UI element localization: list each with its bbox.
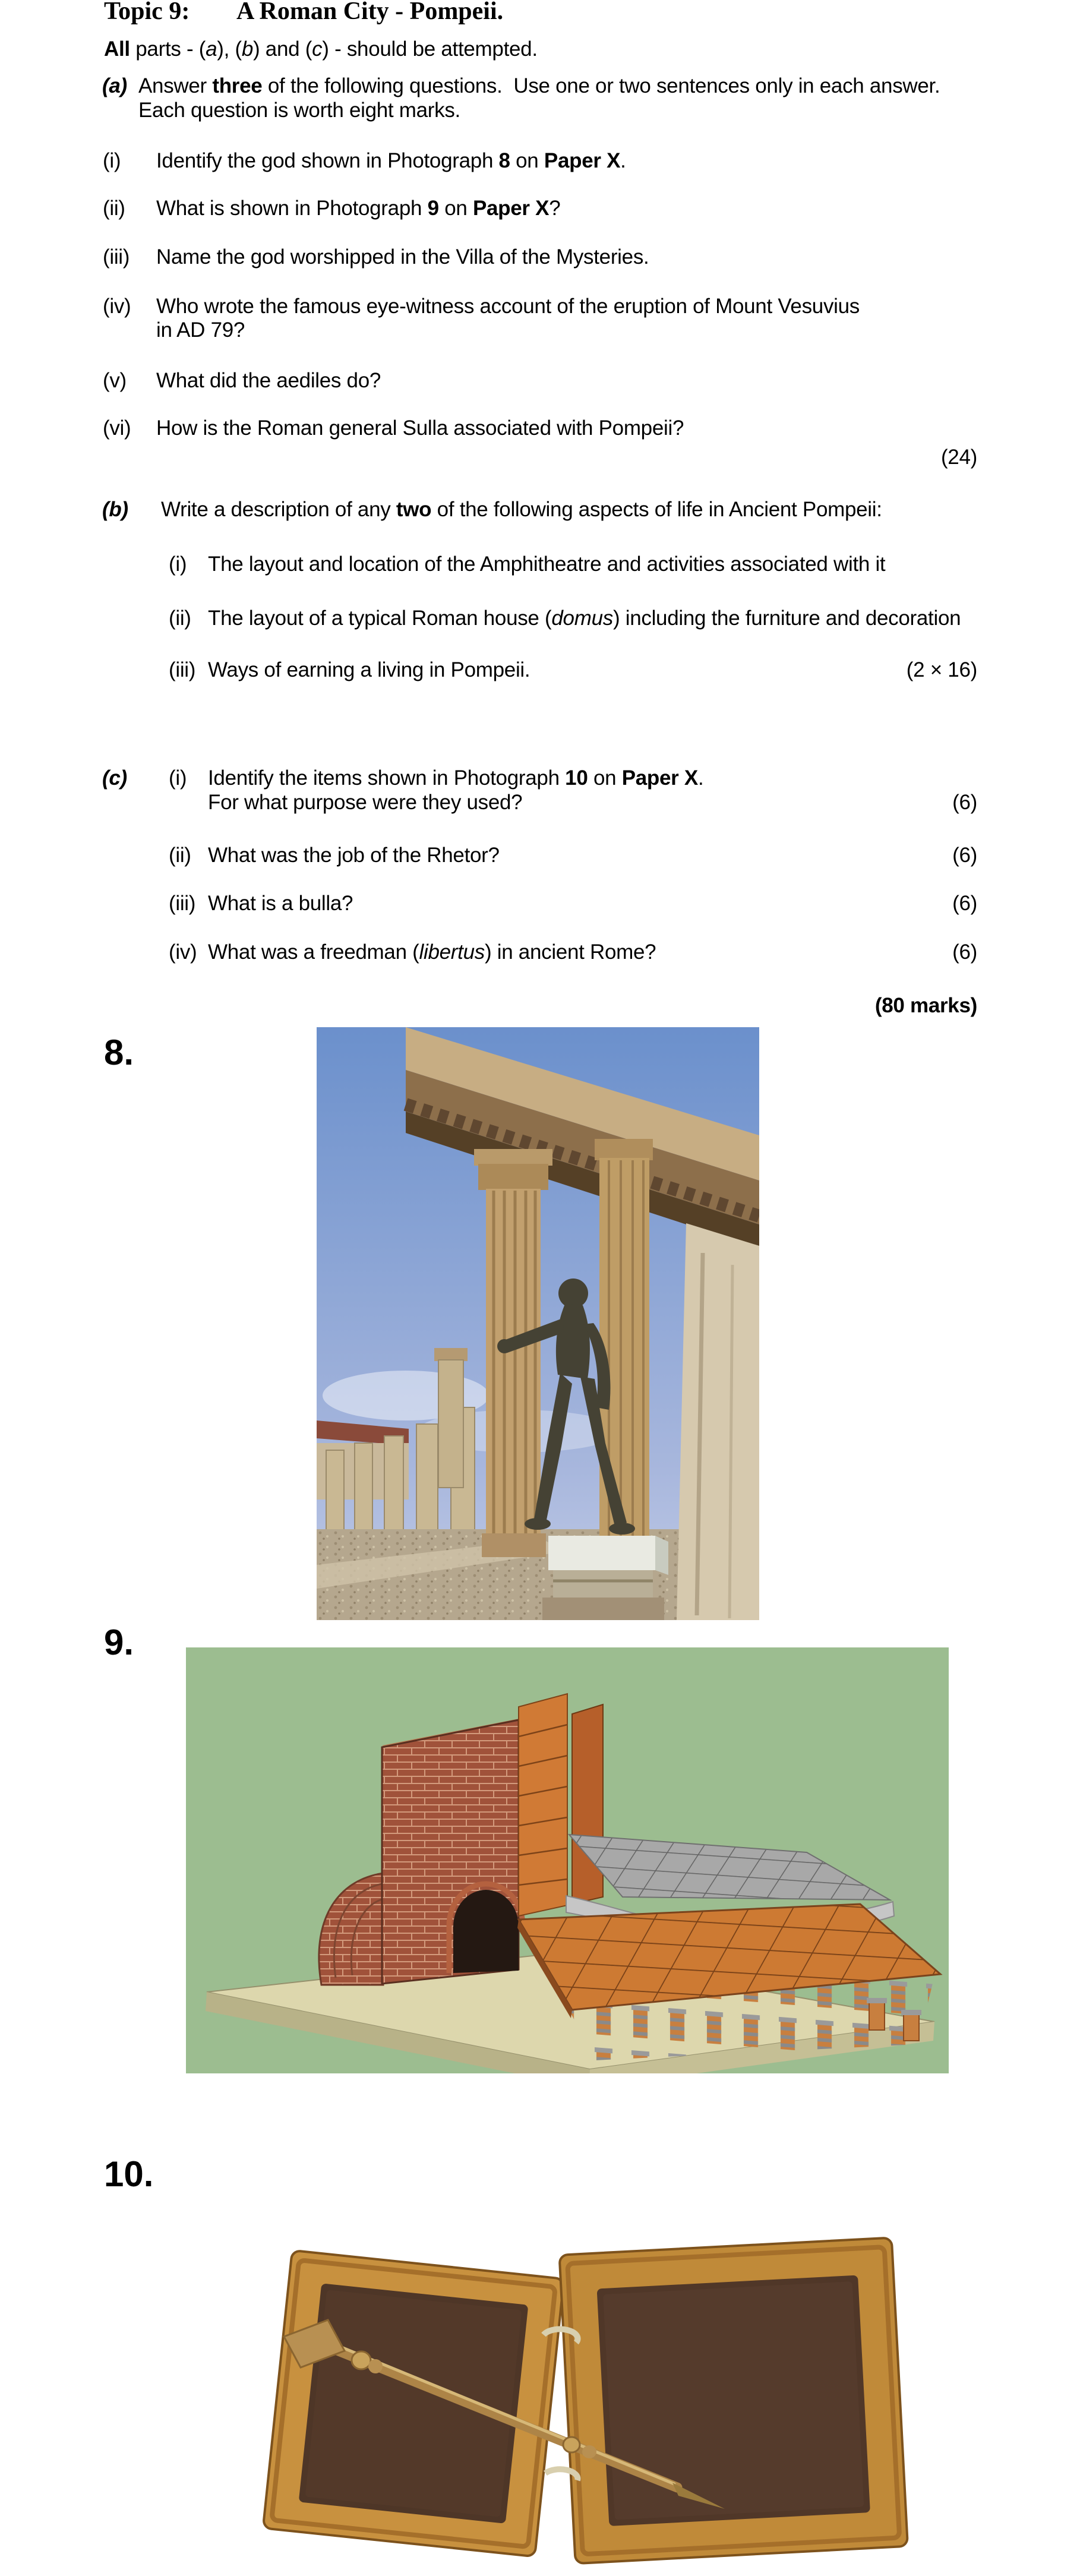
figure-9-hypocaust-model-diagram (186, 1647, 949, 2073)
wax-tablet-stylus-illustration (220, 2231, 950, 2569)
section-b-intro: Write a description of any two of the following aspects of life in Ancient Pompeii: (161, 498, 882, 521)
question-a-ii-text: What is shown in Photograph 9 on Paper X? (156, 197, 561, 220)
question-a-v-text: What did the aediles do? (156, 369, 381, 392)
page-title: A Roman City - Pompeii. (236, 0, 504, 25)
question-a-ii-number: (ii) (103, 197, 125, 220)
question-c-iv-marks: (6) (952, 940, 977, 964)
question-a-v-number: (v) (103, 369, 127, 392)
question-a-i-number: (i) (103, 149, 121, 172)
photograph-8-label: 8. (104, 1033, 134, 1072)
question-c-ii-marks: (6) (952, 844, 977, 867)
question-b-i-number: (i) (169, 553, 187, 576)
question-c-iii-number: (iii) (169, 892, 196, 915)
instruction-all-parts: All parts - (a), (b) and (c) - should be attempted. (104, 37, 538, 61)
question-b-ii-text: The layout of a typical Roman house (domus) including the furniture and decoration (208, 607, 961, 630)
question-c-iii-text: What is a bulla? (208, 892, 353, 915)
question-c-iv-text: What was a freedman (libertus) in ancient Rome? (208, 940, 656, 964)
section-a-number: (a) (102, 74, 127, 97)
question-a-iii-number: (iii) (103, 245, 130, 269)
question-c-iii-marks: (6) (952, 892, 977, 915)
photograph-8-temple-of-apollo-statue (317, 1027, 759, 1620)
photograph-10-label: 10. (104, 2154, 154, 2194)
section-c-number: (c) (102, 766, 127, 790)
section-a-intro-line1: Answer three of the following questions. Use one or two sentences only in each answer. (138, 74, 940, 97)
question-b-i-text: The layout and location of the Amphitheatre and activities associated with it (208, 553, 886, 576)
question-c-i-marks: (6) (952, 791, 977, 814)
question-c-ii-text: What was the job of the Rhetor? (208, 844, 500, 867)
photograph-10-wax-tablets-and-stylus (220, 2231, 950, 2569)
section-b-number: (b) (102, 498, 128, 521)
temple-ruins-statue-illustration (317, 1027, 759, 1620)
section-a-intro-line2: Each question is worth eight marks. (138, 99, 460, 122)
section-b-marks: (2 × 16) (906, 658, 977, 681)
topic-label: Topic 9: (104, 0, 190, 25)
question-a-iv-number: (iv) (103, 295, 131, 318)
total-marks: (80 marks) (874, 994, 977, 1017)
question-b-iii-number: (iii) (169, 658, 196, 681)
question-b-ii-number: (ii) (169, 607, 191, 630)
question-c-i-text-line2: For what purpose were they used? (208, 791, 523, 814)
question-a-iv-text-line2: in AD 79? (156, 318, 245, 342)
section-a-marks: (24) (940, 446, 977, 469)
question-a-iv-text-line1: Who wrote the famous eye-witness account of the eruption of Mount Vesuvius (156, 295, 860, 318)
question-a-vi-number: (vi) (103, 416, 131, 440)
question-b-iii-text: Ways of earning a living in Pompeii. (208, 658, 530, 681)
question-c-i-text-line1: Identify the items shown in Photograph 10 on Paper X. (208, 766, 704, 790)
hypocaust-3d-model-illustration (186, 1647, 949, 2073)
photograph-9-label: 9. (104, 1622, 134, 1662)
question-c-iv-number: (iv) (169, 940, 197, 964)
question-c-i-number: (i) (169, 766, 187, 790)
right-wax-tablet (560, 2237, 908, 2564)
question-a-iii-text: Name the god worshipped in the Villa of the Mysteries. (156, 245, 649, 269)
question-a-i-text: Identify the god shown in Photograph 8 on Paper X. (156, 149, 626, 172)
question-a-vi-text: How is the Roman general Sulla associated with Pompeii? (156, 416, 684, 440)
left-wax-tablet (263, 2250, 564, 2557)
question-c-ii-number: (ii) (169, 844, 191, 867)
